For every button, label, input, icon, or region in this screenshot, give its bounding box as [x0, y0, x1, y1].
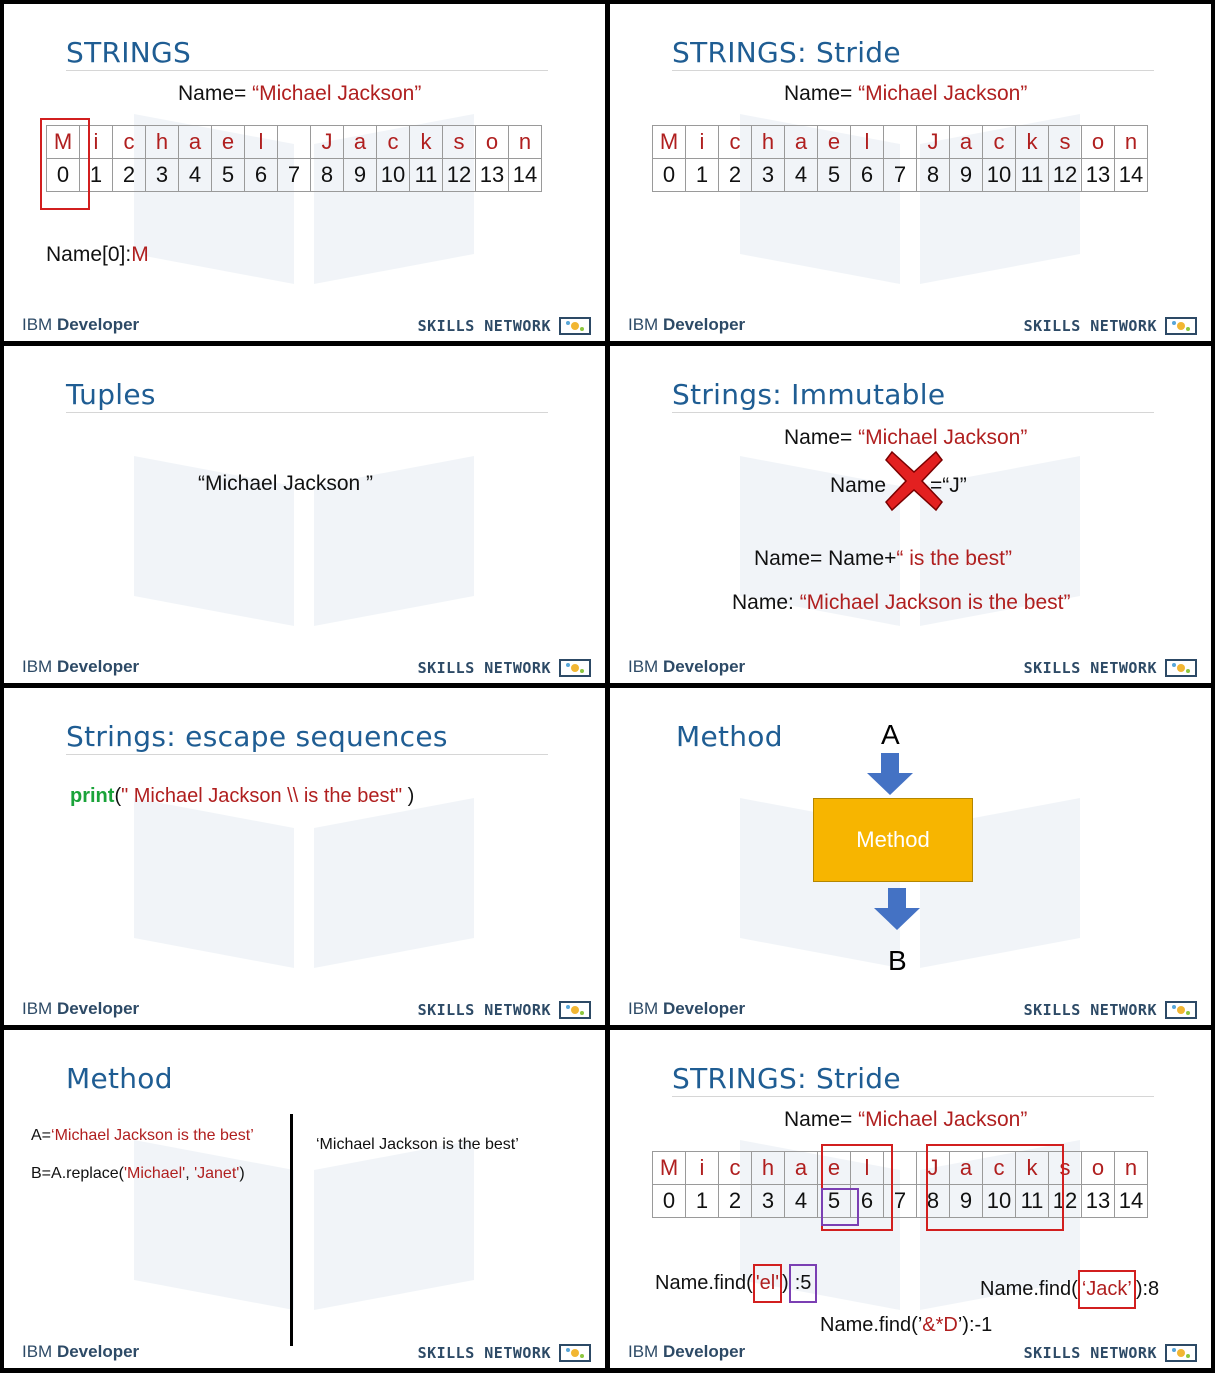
- char-cell: [278, 126, 311, 159]
- char-cell: J: [311, 126, 344, 159]
- name-value: “Michael Jackson”: [858, 426, 1028, 449]
- slide-strings-find: [610, 1030, 1211, 1368]
- char-cell: s: [443, 126, 476, 159]
- char-cell: c: [983, 1152, 1016, 1185]
- char-cell: i: [686, 1152, 719, 1185]
- index-cell: 4: [785, 1185, 818, 1218]
- index-cell: 9: [344, 159, 377, 192]
- name-label: Name=: [784, 426, 859, 449]
- char-cell: e: [818, 126, 851, 159]
- index-cell: 10: [377, 159, 410, 192]
- ibm-developer-logo: IBM Developer: [628, 657, 746, 676]
- index-cell: 14: [1115, 1185, 1148, 1218]
- char-cell: a: [785, 126, 818, 159]
- skills-network-icon: [1165, 659, 1197, 677]
- title-divider: [672, 70, 1154, 71]
- slide-title: STRINGS: Stride: [672, 1062, 901, 1095]
- index-cell: 13: [476, 159, 509, 192]
- slide-method-replace: [4, 1030, 605, 1368]
- index-cell: 1: [80, 159, 113, 192]
- slide-title: STRINGS: [66, 36, 192, 69]
- index-cell: 13: [1082, 159, 1115, 192]
- index-cell: 0: [47, 159, 80, 192]
- tuple-value: “Michael Jackson ”: [198, 472, 374, 495]
- a-value: ‘Michael Jackson is the best’: [51, 1127, 254, 1144]
- index-cell: 12: [1049, 159, 1082, 192]
- ibm-developer-logo: IBM Developer: [22, 1342, 140, 1361]
- char-cell: J: [917, 1152, 950, 1185]
- index-cell: 14: [1115, 159, 1148, 192]
- index-cell: 12: [443, 159, 476, 192]
- skills-network-icon: [559, 1344, 591, 1362]
- down-arrow-icon: [874, 888, 920, 930]
- ibm-developer-logo: IBM Developer: [628, 315, 746, 334]
- result-label: Name:: [732, 591, 800, 614]
- index-cell: 0: [653, 159, 686, 192]
- replace-new: 'Janet': [194, 1165, 240, 1182]
- index-cell: 7: [278, 159, 311, 192]
- slide-tuples: [4, 346, 605, 683]
- index-value: M: [131, 243, 149, 266]
- title-divider: [66, 412, 548, 413]
- index-cell: 2: [719, 159, 752, 192]
- char-index-table: [46, 125, 542, 192]
- name-assignment: [784, 426, 1027, 450]
- index-cell: 11: [1016, 159, 1049, 192]
- index-cell: 1: [686, 1185, 719, 1218]
- skills-network-logo: SKILLS NETWORK: [1024, 317, 1197, 335]
- char-row: [653, 1152, 1148, 1185]
- slide-title: STRINGS: Stride: [672, 36, 901, 69]
- slide-strings-index: [4, 4, 605, 341]
- skills-network-logo: SKILLS NETWORK: [418, 659, 591, 677]
- name-value: “Michael Jackson”: [252, 82, 422, 105]
- skills-network-icon: [1165, 1344, 1197, 1362]
- index-cell: 3: [146, 159, 179, 192]
- skills-network-icon: [559, 659, 591, 677]
- find-el-result: :5: [789, 1264, 818, 1303]
- slide-strings-immutable: [610, 346, 1211, 683]
- skills-network-icon: [1165, 1001, 1197, 1019]
- name-value: “Michael Jackson”: [858, 82, 1028, 105]
- title-divider: [66, 70, 548, 71]
- index-cell: 5: [212, 159, 245, 192]
- char-cell: M: [653, 126, 686, 159]
- index-cell: 9: [950, 159, 983, 192]
- index-cell: 6: [851, 159, 884, 192]
- index-cell: 10: [983, 159, 1016, 192]
- print-string: " Michael Jackson \\ is the best": [121, 785, 403, 807]
- method-box: Method: [813, 798, 973, 882]
- output-label: B: [888, 945, 907, 976]
- char-cell: M: [653, 1152, 686, 1185]
- char-cell: a: [179, 126, 212, 159]
- index-cell: 7: [884, 159, 917, 192]
- char-cell: e: [818, 1152, 851, 1185]
- skills-network-logo: SKILLS NETWORK: [418, 1001, 591, 1019]
- char-cell: o: [476, 126, 509, 159]
- index-cell: 2: [719, 1185, 752, 1218]
- char-index-table: [652, 125, 1148, 192]
- skills-network-logo: SKILLS NETWORK: [1024, 1344, 1197, 1362]
- char-cell: k: [1016, 1152, 1049, 1185]
- replace-call: B=A.replace('Michael', 'Janet'): [31, 1165, 245, 1182]
- char-cell: e: [212, 126, 245, 159]
- highlight-box-index-0: [40, 118, 90, 210]
- index-cell: 8: [917, 159, 950, 192]
- char-cell: l: [851, 126, 884, 159]
- char-cell: i: [686, 126, 719, 159]
- name-assignment: [784, 1108, 1027, 1132]
- char-cell: a: [950, 1152, 983, 1185]
- index-cell: 5: [818, 1185, 851, 1218]
- find-el-arg: 'el': [753, 1264, 782, 1303]
- slide-method-diagram: [610, 688, 1211, 1025]
- result-string: ‘Michael Jackson is the best’: [316, 1136, 519, 1153]
- char-cell: a: [950, 126, 983, 159]
- char-cell: i: [80, 126, 113, 159]
- slide-escape-sequences: [4, 688, 605, 1025]
- name-label: Name=: [784, 1108, 859, 1131]
- char-cell: [884, 126, 917, 159]
- assign-target: Name: [830, 474, 887, 497]
- char-cell: h: [752, 1152, 785, 1185]
- slide-title: Tuples: [66, 378, 156, 411]
- skills-network-icon: [1165, 317, 1197, 335]
- find-jack-result: :8: [1142, 1278, 1160, 1300]
- ibm-developer-logo: IBM Developer: [22, 999, 140, 1018]
- concat-right: “ is the best”: [896, 547, 1012, 570]
- char-cell: o: [1082, 126, 1115, 159]
- char-cell: c: [719, 1152, 752, 1185]
- char-cell: c: [113, 126, 146, 159]
- index-cell: 14: [509, 159, 542, 192]
- result-value: “Michael Jackson is the best”: [799, 591, 1071, 614]
- watermark-book-icon: [114, 416, 494, 636]
- index-row: [653, 159, 1148, 192]
- index-cell: 5: [818, 159, 851, 192]
- char-cell: n: [1115, 126, 1148, 159]
- skills-network-icon: [559, 1001, 591, 1019]
- index-cell: 2: [113, 159, 146, 192]
- name-label: Name=: [784, 82, 859, 105]
- index-cell: 6: [245, 159, 278, 192]
- char-row: [47, 126, 542, 159]
- char-cell: l: [851, 1152, 884, 1185]
- index-cell: 4: [179, 159, 212, 192]
- char-cell: M: [47, 126, 80, 159]
- title-divider: [672, 1096, 1154, 1097]
- char-cell: s: [1049, 1152, 1082, 1185]
- index-cell: 8: [311, 159, 344, 192]
- name-value: “Michael Jackson”: [858, 1108, 1028, 1131]
- input-label: A: [881, 719, 900, 750]
- char-cell: s: [1049, 126, 1082, 159]
- slide-title: Strings: Immutable: [672, 378, 946, 411]
- name-assignment: [784, 82, 1027, 106]
- char-index-table: [652, 1151, 1148, 1218]
- print-keyword: print: [70, 785, 115, 807]
- index-cell: 3: [752, 1185, 785, 1218]
- title-divider: [66, 754, 548, 755]
- ibm-developer-logo: IBM Developer: [628, 1342, 746, 1361]
- title-divider: [672, 412, 1154, 413]
- char-cell: c: [983, 126, 1016, 159]
- char-cell: o: [1082, 1152, 1115, 1185]
- find-jack-expression: Name.find( ‘Jack’ ):8: [980, 1270, 1159, 1309]
- index-cell: 8: [917, 1185, 950, 1218]
- slide-title: Strings: escape sequences: [66, 720, 448, 753]
- index-cell: 3: [752, 159, 785, 192]
- slide-title: Method: [66, 1062, 173, 1095]
- concat-expression: [754, 547, 1012, 571]
- skills-network-logo: SKILLS NETWORK: [1024, 1001, 1197, 1019]
- ibm-developer-logo: IBM Developer: [628, 999, 746, 1018]
- a-assignment: A=‘Michael Jackson is the best’: [31, 1127, 254, 1144]
- char-cell: a: [785, 1152, 818, 1185]
- char-row: [653, 126, 1148, 159]
- char-cell: J: [917, 126, 950, 159]
- concat-left: Name= Name+: [754, 547, 897, 570]
- char-cell: c: [719, 126, 752, 159]
- char-cell: k: [410, 126, 443, 159]
- index-cell: 9: [950, 1185, 983, 1218]
- name-assignment: [178, 82, 421, 106]
- replace-old: 'Michael': [123, 1165, 186, 1182]
- char-cell: h: [752, 126, 785, 159]
- skills-network-logo: SKILLS NETWORK: [418, 317, 591, 335]
- char-cell: n: [509, 126, 542, 159]
- index-result: [46, 243, 149, 267]
- index-cell: 1: [686, 159, 719, 192]
- char-cell: l: [245, 126, 278, 159]
- char-cell: k: [1016, 126, 1049, 159]
- index-cell: 0: [653, 1185, 686, 1218]
- find-missing-expression: Name.find(’&*D’):-1: [820, 1314, 993, 1336]
- index-cell: 6: [851, 1185, 884, 1218]
- slide-title: Method: [676, 720, 783, 753]
- red-x-icon: [884, 450, 944, 512]
- highlight-box-index-5: [821, 1188, 859, 1226]
- index-cell: 10: [983, 1185, 1016, 1218]
- assign-value: =“J”: [930, 474, 967, 497]
- char-cell: a: [344, 126, 377, 159]
- skills-network-logo: SKILLS NETWORK: [418, 1344, 591, 1362]
- print-code: print(" Michael Jackson \\ is the best" ): [70, 785, 415, 807]
- skills-network-logo: SKILLS NETWORK: [1024, 659, 1197, 677]
- index-row: [653, 1185, 1148, 1218]
- find-missing-arg: &*D: [922, 1314, 958, 1336]
- char-cell: h: [146, 126, 179, 159]
- find-el-expression: Name.find( 'el' ) :5: [655, 1264, 817, 1303]
- index-cell: 11: [1016, 1185, 1049, 1218]
- index-cell: 4: [785, 159, 818, 192]
- ibm-developer-logo: IBM Developer: [22, 657, 140, 676]
- index-cell: 12: [1049, 1185, 1082, 1218]
- index-expression: Name[0]:: [46, 243, 132, 266]
- skills-network-icon: [559, 317, 591, 335]
- down-arrow-icon: [867, 753, 913, 795]
- index-cell: 7: [884, 1185, 917, 1218]
- index-row: [47, 159, 542, 192]
- find-jack-arg: ‘Jack’: [1078, 1270, 1136, 1309]
- index-cell: 13: [1082, 1185, 1115, 1218]
- index-cell: 11: [410, 159, 443, 192]
- slide-strings-stride: [610, 4, 1211, 341]
- char-cell: n: [1115, 1152, 1148, 1185]
- concat-result: [732, 591, 1070, 615]
- name-label: Name=: [178, 82, 253, 105]
- highlight-box-jack: [926, 1144, 1064, 1231]
- char-cell: c: [377, 126, 410, 159]
- vertical-divider: [290, 1114, 293, 1346]
- ibm-developer-logo: IBM Developer: [22, 315, 140, 334]
